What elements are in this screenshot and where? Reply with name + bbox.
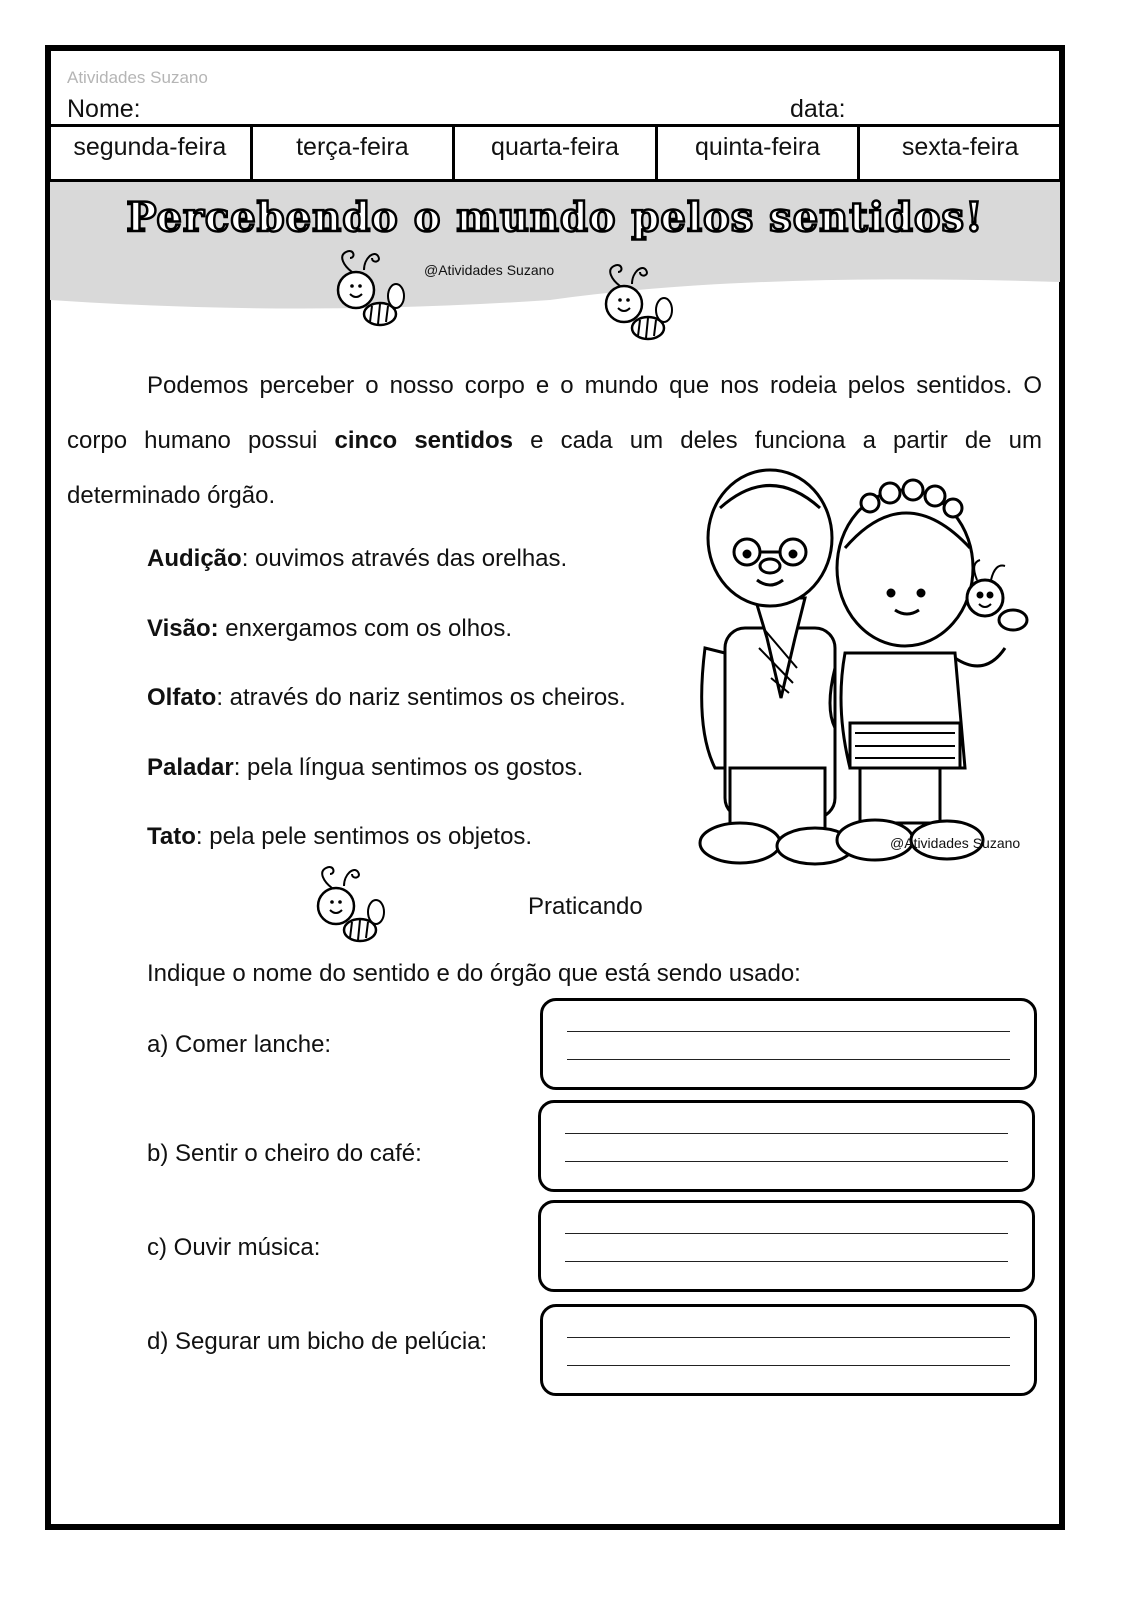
answer-line	[567, 1365, 1010, 1366]
date-label: data:	[790, 95, 846, 123]
name-label: Nome:	[67, 95, 141, 123]
sense-item	[147, 754, 583, 782]
answer-line	[565, 1233, 1008, 1234]
bee-icon	[330, 244, 415, 336]
answer-line	[567, 1031, 1010, 1032]
banner-credit: @Atividades Suzano	[424, 262, 555, 278]
practice-instruction: Indique o nome do sentido e do órgão que está sendo usado:	[147, 960, 801, 987]
answer-line	[567, 1059, 1010, 1060]
sense-text: : ouvimos através das orelhas.	[241, 545, 568, 572]
answer-line	[565, 1133, 1008, 1134]
sense-name: Audição	[147, 545, 242, 572]
intro-bold: cinco sentidos	[334, 427, 514, 454]
answer-box-b[interactable]	[538, 1100, 1035, 1192]
sense-text: enxergamos com os olhos.	[218, 615, 513, 642]
answer-line	[567, 1337, 1010, 1338]
answer-box-a[interactable]	[540, 998, 1037, 1090]
sense-name: Paladar	[147, 754, 234, 781]
weekday-row	[50, 124, 1060, 182]
sense-text: : através do nariz sentimos os cheiros.	[216, 684, 626, 711]
illustration-credit: @Atividades Suzano	[890, 835, 1021, 851]
weekday-monday: segunda-feira	[50, 127, 253, 179]
answer-line	[565, 1261, 1008, 1262]
weekday-wednesday: quarta-feira	[455, 127, 658, 179]
intro-text-1: Podemos perceber o nosso corpo e o mundo que nos rodeia pelos sentidos. O corpo humano possui	[67, 372, 1042, 454]
question-a: a) Comer lanche:	[147, 1031, 332, 1058]
bee-icon	[598, 258, 683, 350]
sense-item	[147, 615, 512, 643]
practice-title: Praticando	[528, 893, 643, 920]
answer-box-c[interactable]	[538, 1200, 1035, 1292]
weekday-tuesday: terça-feira	[253, 127, 456, 179]
question-c: c) Ouvir música:	[147, 1234, 321, 1261]
bee-icon	[310, 860, 395, 952]
sense-name: Olfato	[147, 684, 217, 711]
grandparents-illustration	[685, 468, 1055, 868]
answer-box-d[interactable]	[540, 1304, 1037, 1396]
sense-item	[147, 823, 532, 851]
weekday-thursday: quinta-feira	[658, 127, 861, 179]
sense-item	[147, 545, 567, 573]
question-d: d) Segurar um bicho de pelúcia:	[147, 1328, 488, 1355]
intro-text-2: e cada um deles funciona a partir de um determinado órgão.	[67, 427, 1043, 509]
page-title: Percebendo o mundo pelos sentidos!	[126, 194, 984, 241]
answer-line	[565, 1161, 1008, 1162]
question-b: b) Sentir o cheiro do café:	[147, 1140, 422, 1167]
sense-item	[147, 684, 626, 712]
sense-name: Visão:	[147, 615, 219, 642]
sense-text: : pela língua sentimos os gostos.	[233, 754, 584, 781]
sense-name: Tato	[147, 823, 196, 850]
sense-text: : pela pele sentimos os objetos.	[195, 823, 533, 850]
weekday-friday: sexta-feira	[901, 133, 1019, 161]
watermark: Atividades Suzano	[67, 68, 208, 87]
